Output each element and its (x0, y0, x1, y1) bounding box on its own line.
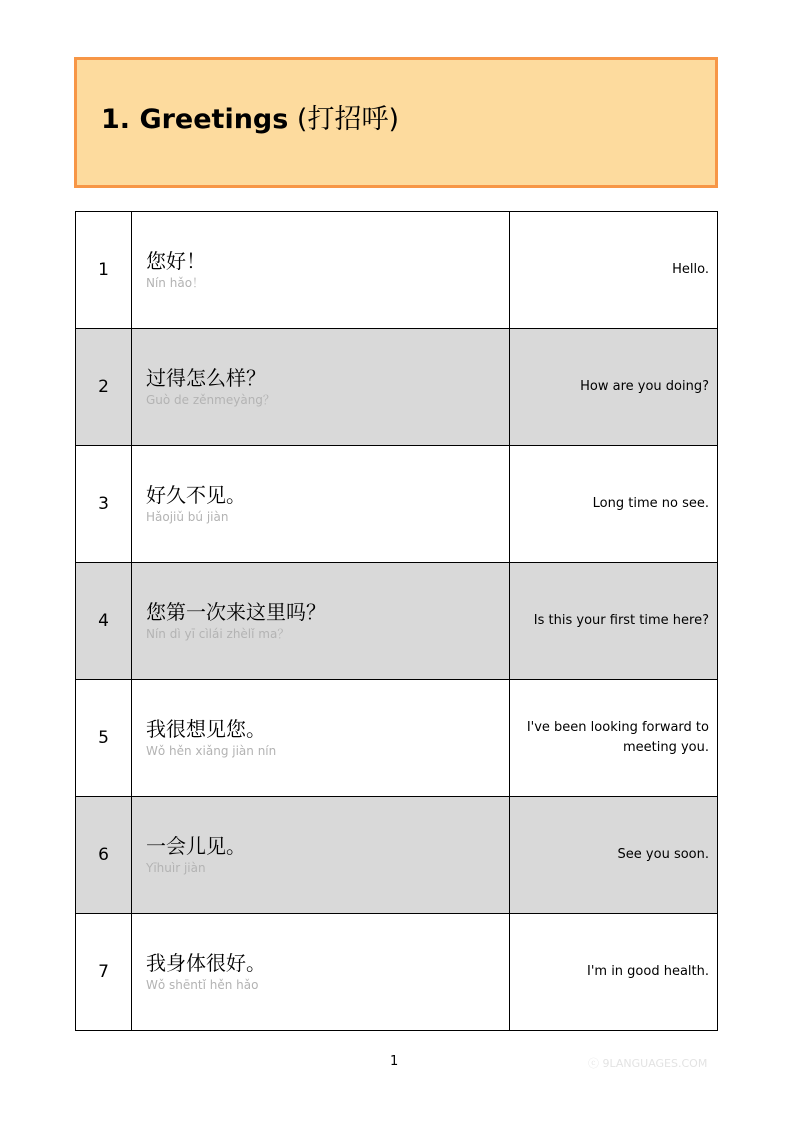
english-translation: Long time no see. (510, 446, 718, 563)
english-translation: Is this your first time here? (510, 563, 718, 680)
section-title-english: 1. Greetings (101, 104, 289, 135)
row-number: 3 (76, 446, 132, 563)
pinyin-text: Wǒ hěn xiǎng jiàn nín (146, 744, 277, 758)
pinyin-text: Nín hǎo！ (146, 276, 205, 290)
chinese-cell (132, 446, 510, 563)
chinese-phrase: 过得怎么样？ (146, 366, 266, 390)
row-number: 4 (76, 563, 132, 680)
phrase-row (76, 914, 718, 1031)
pinyin-text: Hǎojiǔ bú jiàn (146, 510, 229, 524)
english-translation: See you soon. (510, 797, 718, 914)
pinyin-text: Yīhuìr jiàn (146, 861, 206, 875)
chinese-cell (132, 680, 510, 797)
section-title (101, 104, 399, 136)
phrase-row (76, 563, 718, 680)
phrase-table (75, 211, 718, 1031)
chinese-cell (132, 329, 510, 446)
chinese-phrase: 我很想见您。 (146, 717, 266, 741)
english-translation: I've been looking forward to meeting you. (510, 680, 718, 797)
chinese-phrase: 好久不见。 (146, 483, 246, 507)
chinese-phrase: 您好！ (146, 249, 206, 273)
phrase-row (76, 446, 718, 563)
row-number: 1 (76, 212, 132, 329)
phrase-row (76, 680, 718, 797)
section-title-chinese: (打招呼) (296, 104, 399, 135)
section-title-box (74, 57, 718, 188)
english-translation: I'm in good health. (510, 914, 718, 1031)
row-number: 6 (76, 797, 132, 914)
row-number: 7 (76, 914, 132, 1031)
chinese-phrase: 一会儿见。 (146, 834, 246, 858)
phrase-row (76, 212, 718, 329)
phrase-row (76, 797, 718, 914)
pinyin-text: Wǒ shēntǐ hěn hǎo (146, 978, 259, 992)
watermark-text: ⓒ 9LANGUAGES.COM (588, 1057, 708, 1070)
row-number: 5 (76, 680, 132, 797)
chinese-cell (132, 212, 510, 329)
english-translation: Hello. (510, 212, 718, 329)
chinese-cell (132, 563, 510, 680)
row-number: 2 (76, 329, 132, 446)
pinyin-text: Nín dì yī cìlái zhèlǐ ma？ (146, 627, 290, 641)
english-translation: How are you doing? (510, 329, 718, 446)
phrase-row (76, 329, 718, 446)
chinese-cell (132, 797, 510, 914)
chinese-cell (132, 914, 510, 1031)
chinese-phrase: 您第一次来这里吗？ (146, 600, 326, 624)
page-number: 1 (390, 1054, 399, 1069)
chinese-phrase: 我身体很好。 (146, 951, 266, 975)
pinyin-text: Guò de zěnmeyàng？ (146, 393, 275, 407)
